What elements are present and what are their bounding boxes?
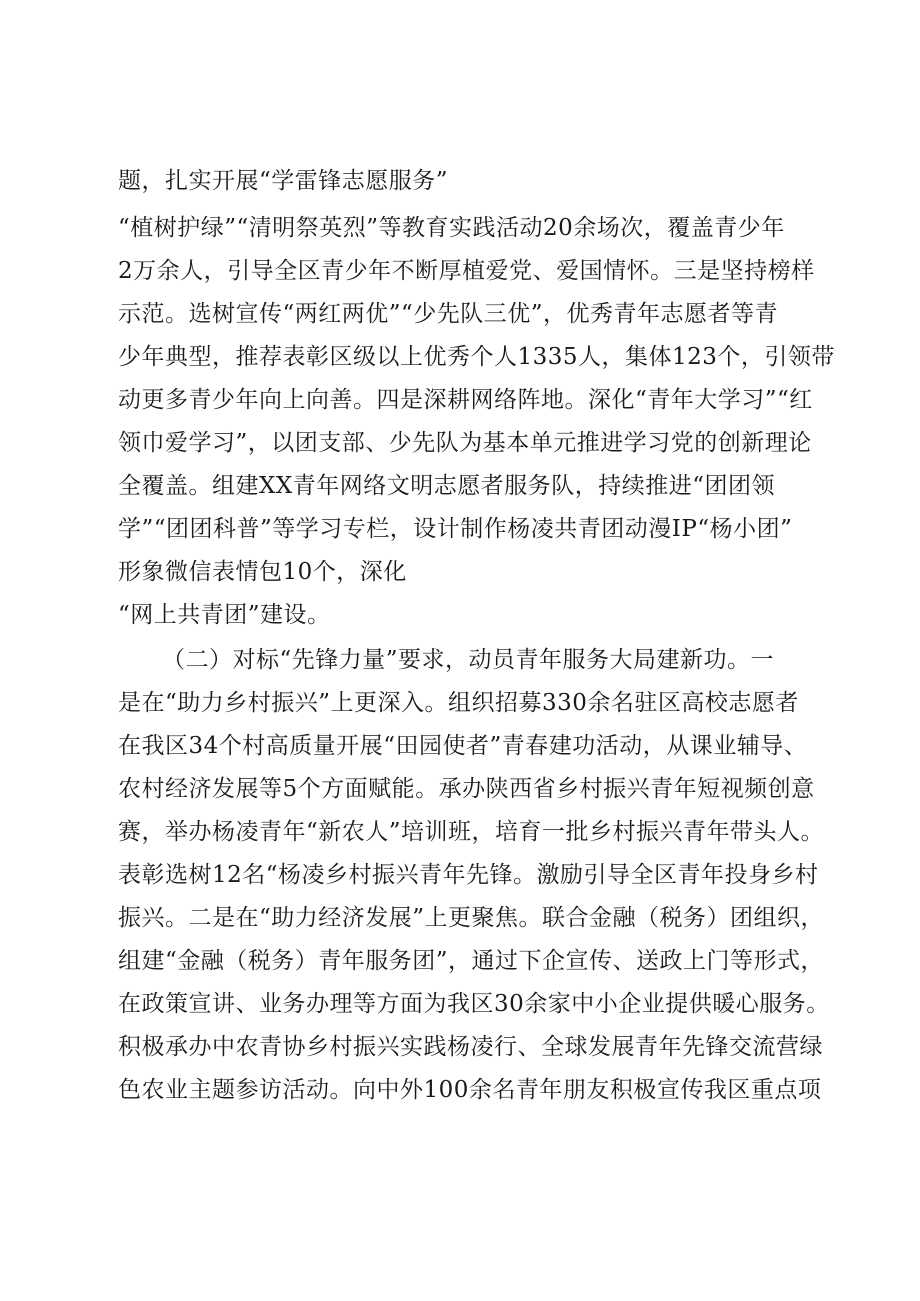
paragraph-line: 在我区34个村高质量开展“田园使者”青春建功活动，从课业辅导、 <box>118 733 808 759</box>
paragraph-line: 题，扎实开展“学雷锋志愿服务” <box>118 168 449 194</box>
paragraph-line: 示范。选树宣传“两红两优”“少先队三优”，优秀青年志愿者等青 <box>118 301 779 327</box>
paragraph-line: 全覆盖。组建XX青年网络文明志愿者服务队，持续推进“团团领 <box>118 473 776 499</box>
paragraph-line: 形象微信表情包10个，深化 <box>118 559 407 585</box>
paragraph-line: 学”“团团科普”等学习专栏，设计制作杨凌共青团动漫IP“杨小团” <box>118 516 793 542</box>
paragraph-line: 是在“助力乡村振兴”上更深入。组织招募330余名驻区高校志愿者 <box>118 690 799 716</box>
paragraph-line: 振兴。二是在“助力经济发展”上更聚焦。联合金融（税务）团组织， <box>118 905 825 931</box>
paragraph-line: “植树护绿”“清明祭英烈”等教育实践活动20余场次，覆盖青少年 <box>118 215 785 241</box>
paragraph-line: 表彰选树12名“杨凌乡村振兴青年先锋。激励引导全区青年投身乡村 <box>118 862 819 888</box>
paragraph-line: 领巾爱学习”，以团支部、少先队为基本单元推进学习党的创新理论 <box>118 430 812 456</box>
paragraph-line: 少年典型，推荐表彰区级以上优秀个人1335人，集体123个，引领带 <box>118 344 835 370</box>
paragraph-line: 积极承办中农青协乡村振兴实践杨凌行、全球发展青年先锋交流营绿 <box>118 1034 823 1060</box>
paragraph-line: 色农业主题参访活动。向中外100余名青年朋友积极宣传我区重点项 <box>118 1077 822 1103</box>
paragraph-line: “网上共青团”建设。 <box>118 602 331 628</box>
paragraph-line: 动更多青少年向上向善。四是深耕网络阵地。深化“青年大学习”“红 <box>118 387 813 413</box>
paragraph-line: 组建“金融（税务）青年服务团”，通过下企宣传、送政上门等形式， <box>118 948 825 974</box>
paragraph-line: 赛，举办杨凌青年“新农人”培训班，培育一批乡村振兴青年带头人。 <box>118 819 825 845</box>
paragraph-line: 农村经济发展等5个方面赋能。承办陕西省乡村振兴青年短视频创意 <box>118 776 815 802</box>
section-heading-line: （二）对标“先锋力量”要求，动员青年服务大局建新功。一 <box>162 647 775 673</box>
paragraph-line: 在政策宣讲、业务办理等方面为我区30余家中小企业提供暖心服务。 <box>118 991 830 1017</box>
paragraph-line: 2万余人，引导全区青少年不断厚植爱党、爱国情怀。三是坚持榜样 <box>118 258 815 284</box>
